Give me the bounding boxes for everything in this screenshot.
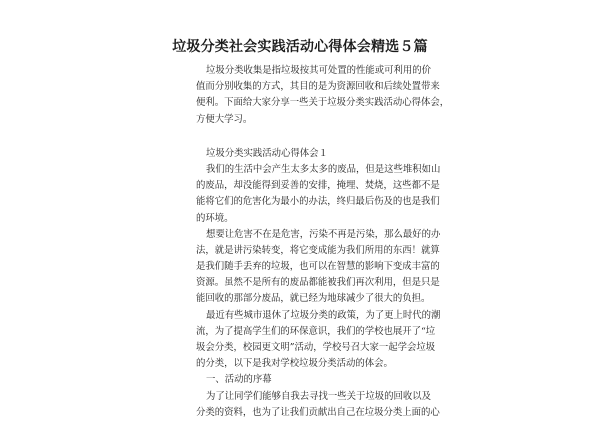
paragraph-line: 圾会分类，校园更文明”活动，学校号召大家一起学会垃圾 [196,342,436,353]
paragraph-line: 是我们随手丢弃的垃圾，也可以在智慧的影响下变成丰富的 [196,261,440,273]
section-heading: 垃圾分类实践活动心得体会１ [206,147,328,159]
intro-line: 值而分别收集的方式，其目的是为资源回收和后续处置带来 [196,81,440,93]
paragraph-line: 能回收的那部分废品，就已经为地球减少了很大的负担。 [196,293,431,305]
intro-line: 垃圾分类收集是指垃圾按其可处置的性能或可利用的价 [206,65,432,76]
document-body [196,63,450,421]
paragraph-line: 最近有些城市退休了垃圾分类的政策，为了更上时代的潮 [206,309,441,321]
paragraph-line: 为了让同学们能够自我去寻找一些关于垃圾的回收以及 [206,390,432,402]
paragraph-line: 能将它们的危害化为最小的办法，终归最后伤及的也是我们 [196,196,440,208]
document-title: 垃圾分类社会实践活动心得体会精选５篇 [172,39,428,55]
intro-line: 便利。下面给大家分享一些关于垃圾分类实践活动心得体会， [196,97,450,109]
paragraph-line: 法，就是讲污染转变，将它变成能为我们所用的东西！就算 [196,244,440,256]
paragraph-line: 流，为了提高学生们的环保意识，我们的学校也展开了“垃 [196,325,436,337]
paragraph-line: 资源。虽然不是所有的废品都能被我们再次利用，但是只是 [196,277,440,289]
paragraph-line: 我们的生活中会产生太多太多的废品，但是这些堆积如山 [206,163,441,175]
paragraph-line: 的环境。 [196,212,234,224]
subsection-heading: 一、活动的序幕 [206,374,272,386]
paragraph-line: 的废品，却没能得到妥善的安排，掩埋、焚烧，这些都不是 [196,180,440,192]
paragraph-line: 分类的资料，也为了让我们贡献出自己在垃圾分类上面的心 [196,406,440,418]
paragraph-line: 想要让危害不在是危害，污染不再是污染，那么最好的办 [206,228,441,240]
paragraph-line: 的分类，以下是我对学校垃圾分类活动的体会。 [196,358,393,370]
intro-line: 方便大学习。 [196,113,253,125]
